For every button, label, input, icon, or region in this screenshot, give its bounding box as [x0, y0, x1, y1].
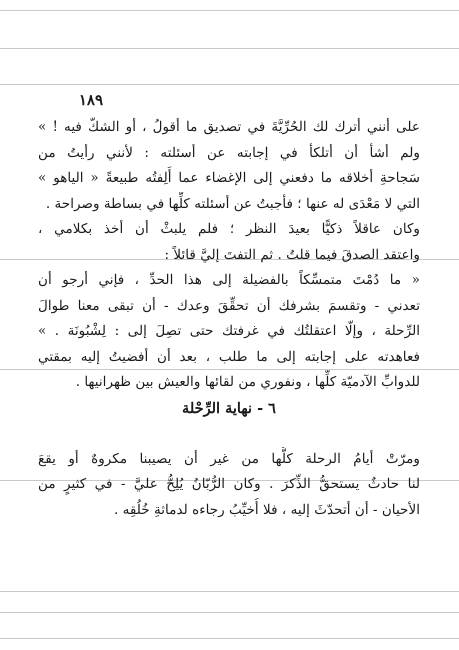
- rule-line: [0, 638, 459, 639]
- text-line: سَجاحةِ أخلاقه ما دفعني إلى الإغضاء عما أَلِفتُه طبيعةً « الياهو »: [38, 170, 420, 186]
- text-line: لنا حادثٌ يستحقُّ الذِّكرَ . وكان الرُّبّانُ يُلِحُّ عليَّ - في كثيرٍ من: [38, 476, 420, 492]
- text-line: وكان عاقلاً ذكيًّا بعيدَ النظر ؛ فلم يلبثْ أن أخذ بكلامي ،: [38, 221, 420, 237]
- text-line: ومرّتْ أيامُ الرحلة كلُّها من غير أن يصيبنا مكروهٌ أو يقعَ: [38, 450, 420, 467]
- text-line: الرِّحلة ، وإلّا اعتقلتُك في غرفتك حتى تصِلَ إلى : لِشْبُونَة . »: [38, 323, 420, 339]
- text-line: تعدني - وتقسمَ بشرفك أن تحقِّقَ وعدك - أن تبقى معنا طوالَ: [38, 297, 420, 314]
- text-line: ولم أشأ أن أتلكأ في إجابته عن أسئلته : لأنني رأيتُ من: [38, 144, 420, 161]
- rule-line: [0, 591, 459, 592]
- text-line: فعاهدته على إجابته إلى ما طلب ، بعد أن أفضيتُ إليه بمقتي: [38, 348, 420, 365]
- rule-line: [0, 84, 459, 85]
- text-line: واعتقد الصدقَ فيما قلتُ . ثم التفتَ إليَّ قائلاً :: [164, 246, 420, 263]
- rule-line: [0, 48, 459, 49]
- text-line: « ما دُمْتَ متمسِّكاً بالفضيلة إلى هذا الحدِّ ، فإني أرجو أن: [38, 272, 420, 288]
- text-line: على أنني أترك لك الحُرِّيَّةَ في تصديق ما أقولُ ، أو الشكّ فيه ! »: [38, 119, 420, 135]
- rule-line: [0, 612, 459, 613]
- text-line: الأحيان - أن أتحدّثَ إليه ، فلا أُخيِّبُ رجاءه لدماثةِ خُلُقِه .: [113, 501, 420, 518]
- spacer: [38, 421, 420, 447]
- text-line: للدوابِّ الآدميّة كلِّها ، ونفوري من لقائها والعيش بين ظهرانيها .: [75, 374, 420, 390]
- rule-line: [0, 10, 459, 11]
- text-line: التي لا مَعْدَى له عنها ؛ فأجبتُ عن أسئلته كلِّها في بساطة وصراحة .: [45, 195, 420, 212]
- section-heading: ٦ - نهاية الرِّحْلة: [182, 399, 276, 417]
- paragraph-block-1: [38, 115, 420, 523]
- page-number: ١٨٩: [78, 91, 103, 109]
